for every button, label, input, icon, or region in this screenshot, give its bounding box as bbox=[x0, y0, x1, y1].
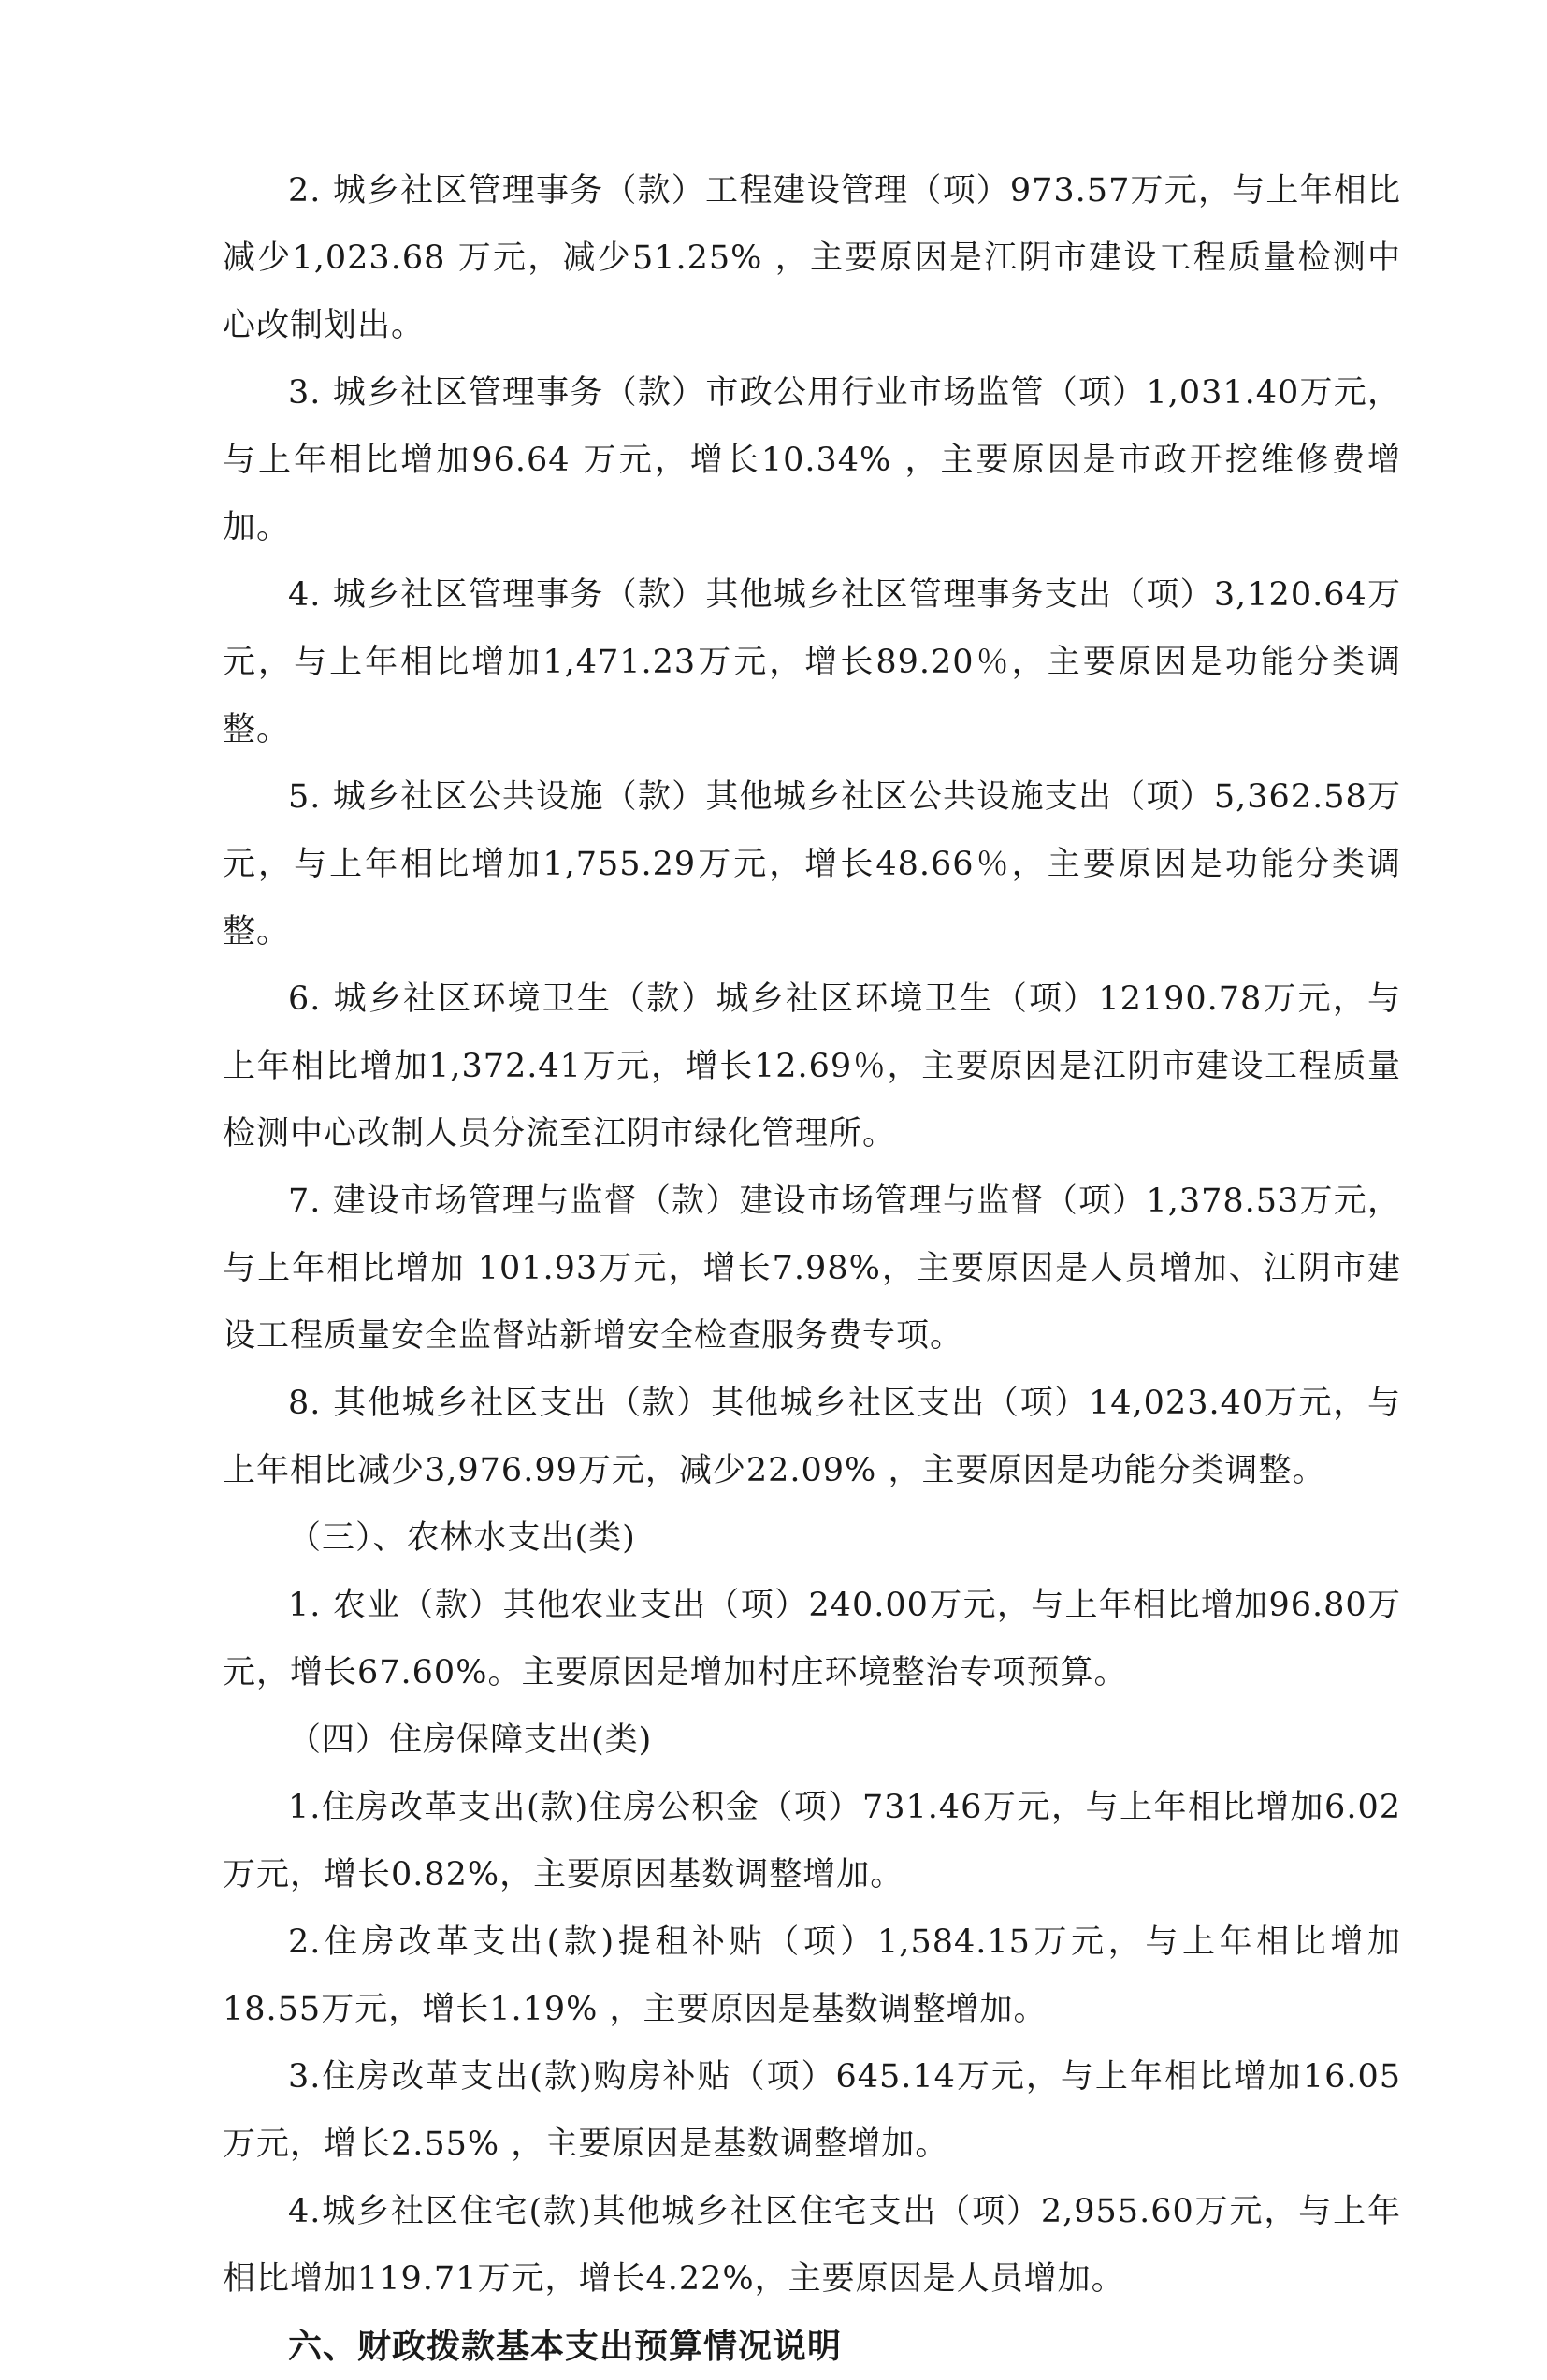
paragraph-housing-2-rent-subsidy: 2.住房改革支出(款)提租补贴（项）1,584.15万元，与上年相比增加18.55万元，增长1.19% ，主要原因是基数调整增加。 bbox=[223, 1923, 1401, 2028]
paragraph-item-2-engineering-management: 2. 城乡社区管理事务（款）工程建设管理（项）973.57万元，与上年相比减少1,023.68 万元，减少51.25% ，主要原因是江阴市建设工程质量检测中心改制划出。 bbox=[223, 172, 1401, 344]
paragraph-item-3-municipal-supervision: 3. 城乡社区管理事务（款）市政公用行业市场监管（项）1,031.40万元，与上年相比增加96.64 万元，增长10.34% ，主要原因是市政开挖维修费增加。 bbox=[223, 374, 1401, 546]
paragraph-item-5-public-facilities: 5. 城乡社区公共设施（款）其他城乡社区公共设施支出（项）5,362.58万元，与上年相比增加1,755.29万元，增长48.66％，主要原因是功能分类调整。 bbox=[223, 778, 1401, 951]
paragraph-item-8-other-community-expense: 8. 其他城乡社区支出（款）其他城乡社区支出（项）14,023.40万元，与上年相比减少3,976.99万元，减少22.09% ，主要原因是功能分类调整。 bbox=[223, 1385, 1401, 1489]
paragraph-item-4-other-community-management: 4. 城乡社区管理事务（款）其他城乡社区管理事务支出（项）3,120.64万元，与上年相比增加1,471.23万元，增长89.20％，主要原因是功能分类调整。 bbox=[223, 576, 1401, 748]
section-title-basic-expenditure: 六、财政拨款基本支出预算情况说明 bbox=[288, 2327, 843, 2366]
subheading-housing: （四）住房保障支出(类) bbox=[288, 1721, 653, 1759]
paragraph-housing-3-purchase-subsidy: 3.住房改革支出(款)购房补贴（项）645.14万元，与上年相比增加16.05万元，增长2.55% ，主要原因是基数调整增加。 bbox=[223, 2058, 1401, 2163]
paragraph-agriculture-1: 1. 农业（款）其他农业支出（项）240.00万元，与上年相比增加96.80万元，增长67.60%。主要原因是增加村庄环境整治专项预算。 bbox=[223, 1587, 1401, 1691]
document-body bbox=[223, 157, 1401, 2380]
paragraph-item-7-construction-market: 7. 建设市场管理与监督（款）建设市场管理与监督（项）1,378.53万元，与上年相比增加 101.93万元，增长7.98%，主要原因是人员增加、江阴市建设工程质量安全监督站新增安全检查服务费专项。 bbox=[223, 1183, 1401, 1355]
paragraph-housing-4-community-housing: 4.城乡社区住宅(款)其他城乡社区住宅支出（项）2,955.60万元，与上年相比增加119.71万元，增长4.22%，主要原因是人员增加。 bbox=[223, 2193, 1401, 2298]
paragraph-item-6-environmental-sanitation: 6. 城乡社区环境卫生（款）城乡社区环境卫生（项）12190.78万元，与上年相比增加1,372.41万元，增长12.69％，主要原因是江阴市建设工程质量检测中心改制人员分流至江阴市绿化管理所。 bbox=[223, 980, 1401, 1153]
subheading-agriculture: （三）、农林水支出(类) bbox=[288, 1519, 636, 1557]
paragraph-housing-1-provident-fund: 1.住房改革支出(款)住房公积金（项）731.46万元，与上年相比增加6.02万元，增长0.82%，主要原因基数调整增加。 bbox=[223, 1789, 1401, 1894]
